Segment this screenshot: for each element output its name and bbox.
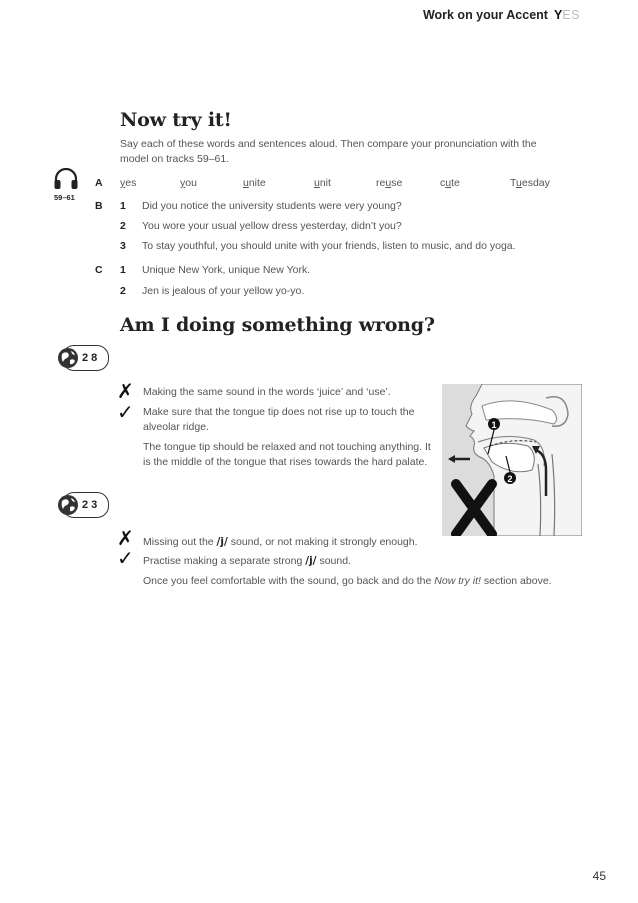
problem-1: Making the same sound in the words ‘juice’ and ‘use’. (143, 386, 391, 398)
item-number: 1 (120, 264, 126, 276)
sentence: Unique New York, unique New York. (142, 264, 311, 276)
section-title-am-i-doing-something-wrong: Am I doing something wrong? (120, 314, 435, 336)
right-mark: ✓ (117, 400, 134, 424)
sentence: Did you notice the university students were very young? (142, 200, 402, 212)
sentence: To stay youthful, you should unite with your friends, listen to music, and do yoga. (142, 240, 516, 252)
section-title-now-try-it: Now try it! (120, 109, 232, 131)
globe-icon (57, 494, 79, 516)
sentence: You wore your usual yellow dress yesterday, didn’t you? (142, 220, 402, 232)
right-mark: ✓ (117, 546, 134, 570)
wrong-mark: ✗ (117, 526, 134, 550)
wrong-mark: ✗ (117, 379, 134, 403)
underlined-letter: y (180, 177, 186, 189)
practice-word: Tuesday (510, 177, 550, 189)
track-number: 59–61 (54, 193, 75, 202)
running-header (423, 8, 580, 22)
exercise-label-a: A (95, 177, 103, 189)
page-number: 45 (592, 869, 606, 883)
underlined-letter: u (445, 177, 452, 189)
logo-y: Y (553, 8, 563, 22)
practice-word: you (180, 177, 197, 189)
practice-word: cute (440, 177, 460, 189)
underlined-letter: u (385, 177, 392, 189)
sentence: Jen is jealous of your yellow yo-yo. (142, 285, 305, 297)
phoneme-symbol: /j/ (216, 536, 228, 548)
underlined-letter: y (120, 177, 126, 189)
practice-word: unit (314, 177, 331, 189)
underlined-letter: u (243, 177, 249, 189)
practice-word: reuse (376, 177, 403, 189)
exercise-label-c: C (95, 264, 103, 276)
fix-1-detail: The tongue tip should be relaxed and not touching anything. It is the middle of the tongue that rises towards the hard palate. (143, 441, 431, 468)
practice-word: unite (243, 177, 266, 189)
fix-2-detail: Once you feel comfortable with the sound, go back and do the Now try it! section above. (143, 575, 552, 587)
globe-icon (57, 347, 79, 369)
exercise-label-b: B (95, 200, 103, 212)
problem-2: Missing out the /j/ sound, or not making it strongly enough. (143, 536, 418, 548)
item-number: 3 (120, 240, 126, 252)
practice-word: yes (120, 177, 137, 189)
header-title: Work on your Accent (422, 8, 548, 22)
item-number: 2 (120, 285, 126, 297)
diagram-label-1: 1 (491, 420, 497, 430)
word-list (0, 177, 638, 193)
item-number: 1 (120, 200, 126, 212)
section-reference: Now try it! (434, 575, 481, 587)
intro-paragraph: Say each of these words and sentences aloud. Then compare your pronunciation with the model on tracks 59–61. (120, 138, 537, 165)
fix-1: Make sure that the tongue tip does not rise up to touch the alveolar ridge. (143, 406, 415, 433)
badge-number: 23 (82, 499, 101, 511)
diagram-label-2: 2 (507, 474, 513, 484)
item-number: 2 (120, 220, 126, 232)
badge-number: 28 (82, 352, 101, 364)
reference-badge-28 (62, 345, 109, 371)
underlined-letter: u (516, 177, 522, 189)
phoneme-symbol: /j/ (305, 555, 317, 567)
logo-es: ES (562, 8, 580, 22)
mouth-cross-section-diagram (442, 384, 582, 536)
underlined-letter: u (314, 177, 320, 189)
fix-2: Practise making a separate strong /j/ sound. (143, 555, 351, 567)
reference-badge-23 (62, 492, 109, 518)
